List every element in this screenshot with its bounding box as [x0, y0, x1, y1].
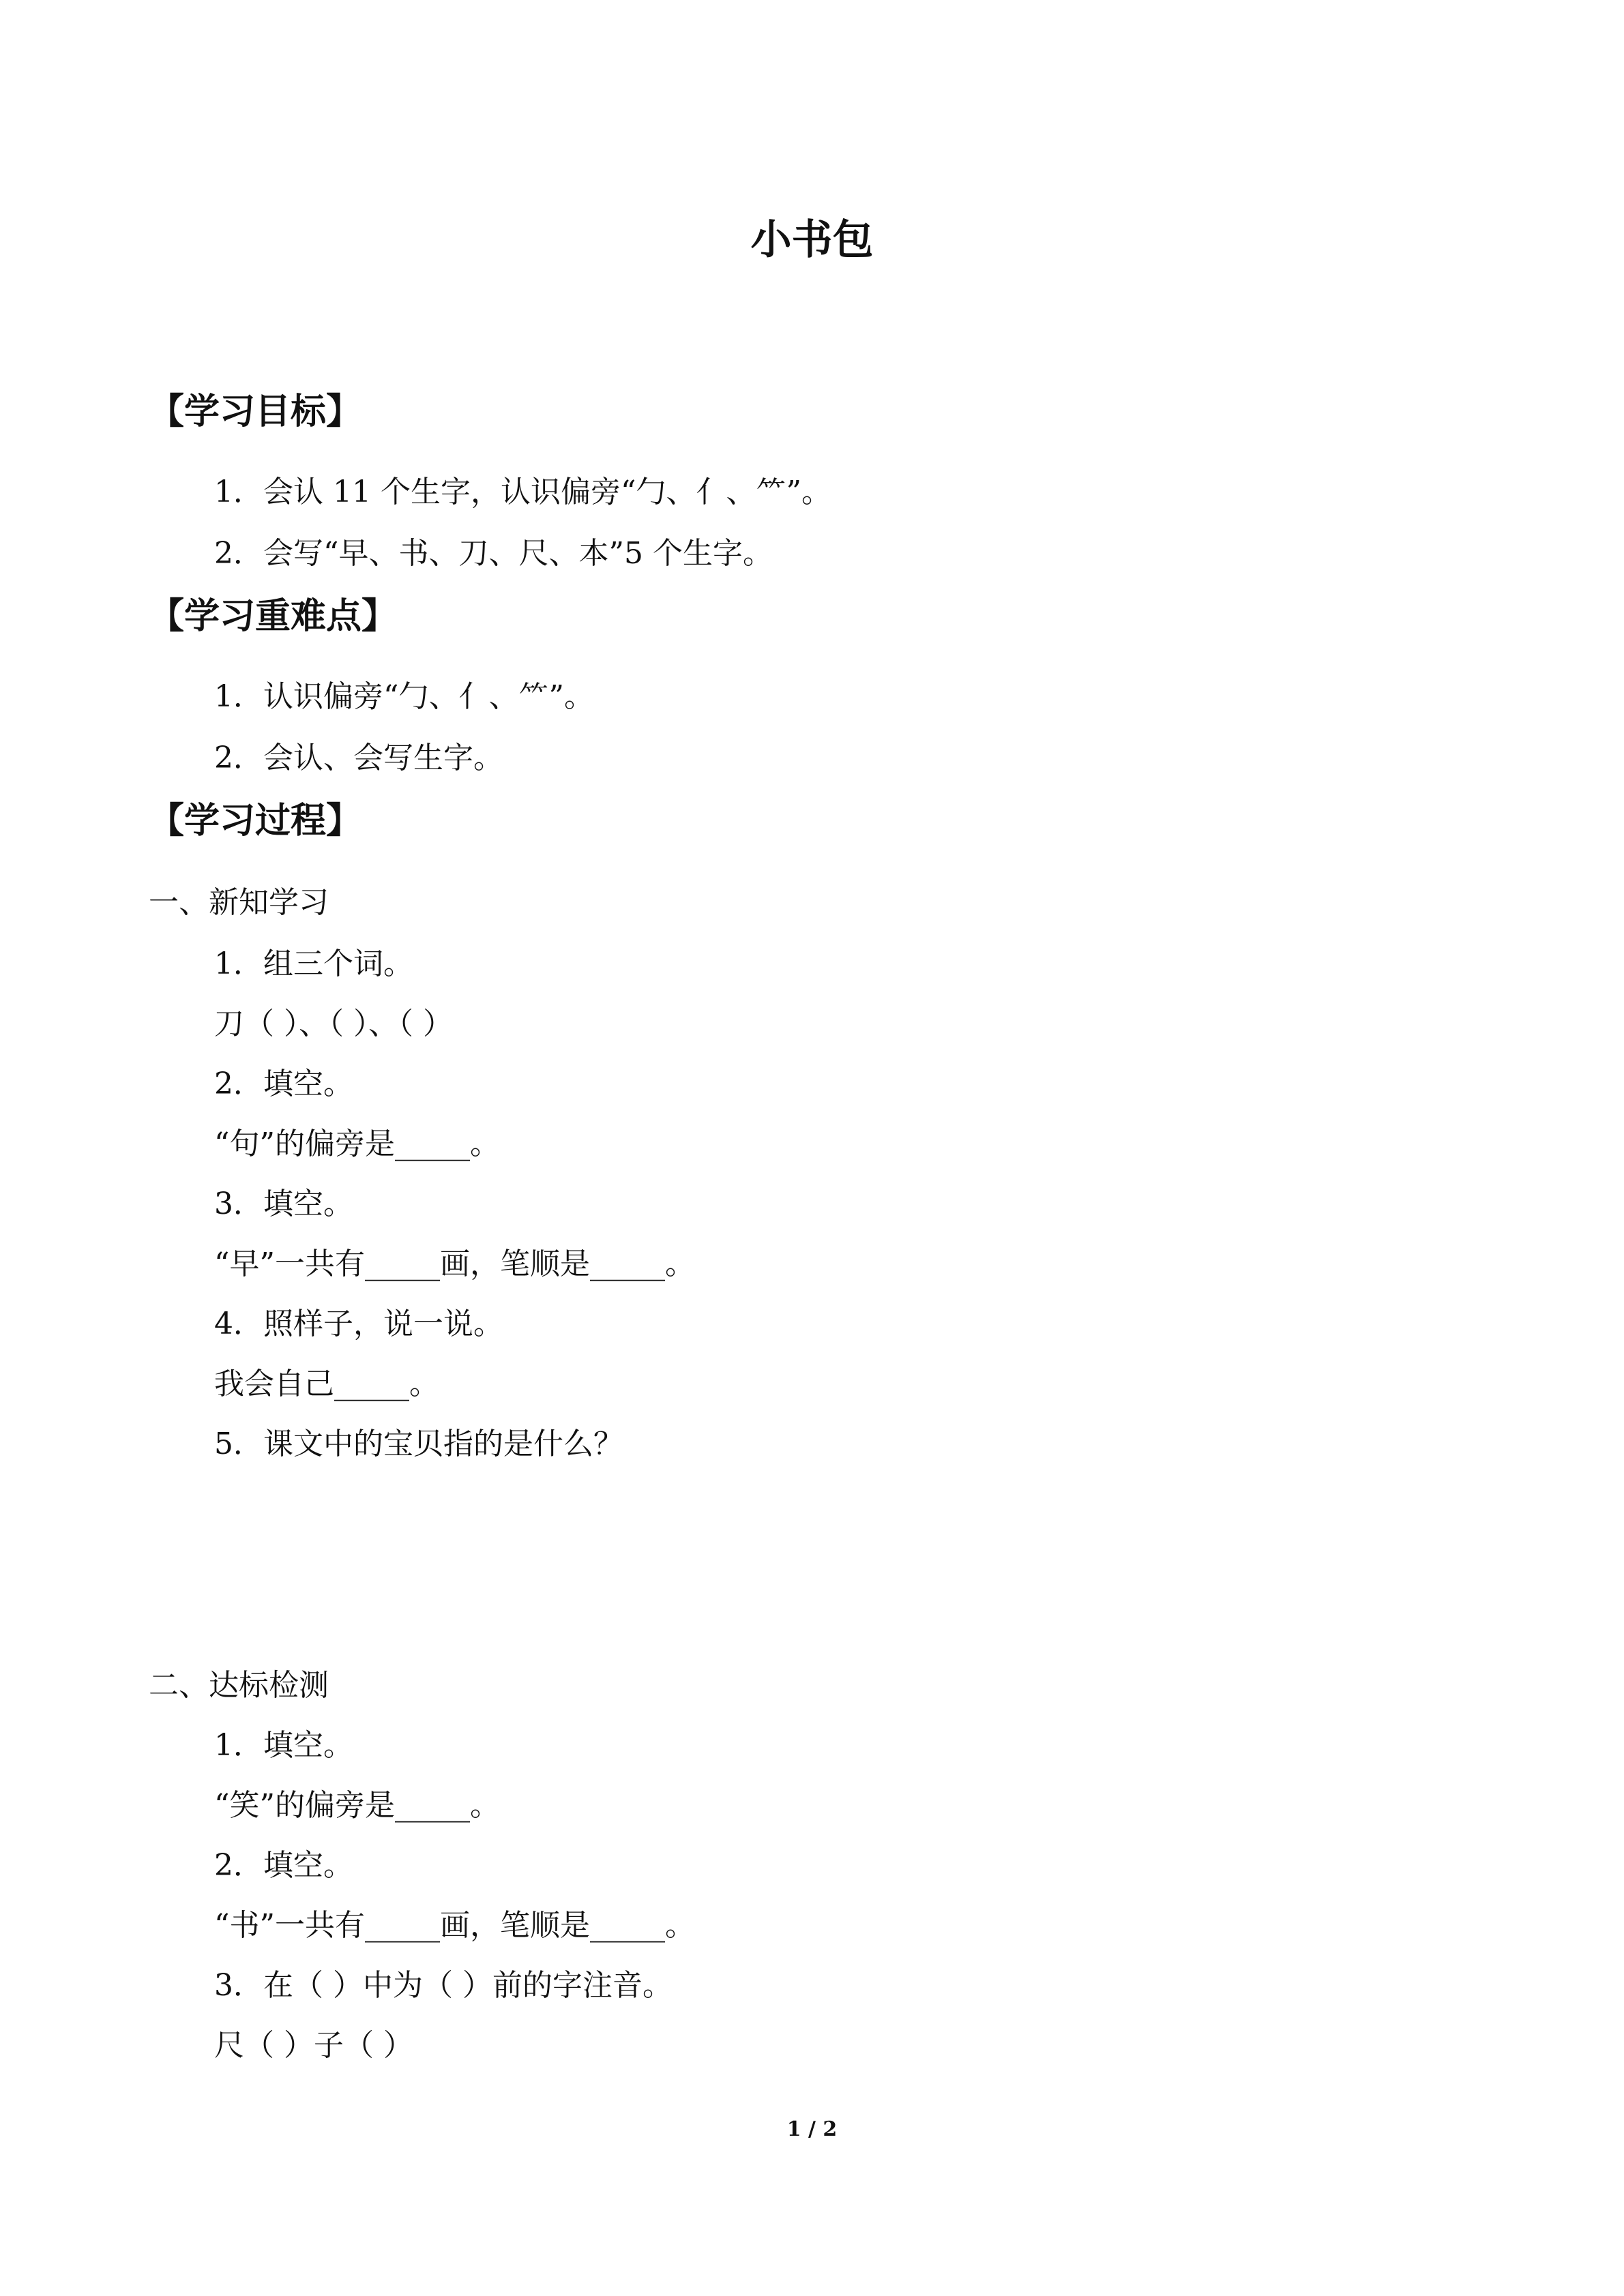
key-point-item: 1．认识偏旁“勹、亻、⺮”。: [214, 679, 594, 714]
answer-line: 尺（ ）子（ ）: [214, 2028, 413, 2063]
answer-line: 刀（ ）、（ ）、（ ）: [214, 1007, 453, 1041]
question-line: 3．填空。: [214, 1187, 353, 1221]
question-line: 5．课文中的宝贝指的是什么？: [214, 1427, 623, 1461]
answer-line: “书”一共有_____画，笔顺是_____。: [214, 1908, 695, 1943]
goals-heading: 【学习目标】: [149, 391, 362, 432]
question-line: 2．填空。: [214, 1067, 353, 1101]
process-heading: 【学习过程】: [149, 801, 362, 841]
key-points-heading: 【学习重难点】: [149, 596, 398, 637]
answer-line: 我会自己_____。: [214, 1367, 439, 1401]
goal-item: 1．会认 11 个生字，认识偏旁“勹、亻、⺮”。: [214, 475, 831, 509]
part2-heading: 二、达标检测: [149, 1668, 329, 1703]
question-line: 2．填空。: [214, 1848, 353, 1883]
question-line: 1．填空。: [214, 1728, 353, 1763]
question-line: 4．照样子，说一说。: [214, 1307, 503, 1341]
question-line: 1．组三个词。: [214, 946, 413, 981]
page-title: 小书包: [750, 216, 874, 264]
key-point-item: 2．会认、会写生字。: [214, 741, 503, 775]
goal-item: 2．会写“早、书、刀、尺、本”5 个生字。: [214, 536, 773, 571]
answer-line: “早”一共有_____画，笔顺是_____。: [214, 1247, 695, 1281]
answer-line: “笑”的偏旁是_____。: [214, 1788, 500, 1823]
question-line: 3．在（ ）中为（ ）前的字注音。: [214, 1968, 673, 2003]
part1-heading: 一、新知学习: [149, 885, 329, 920]
page-number: 1 / 2: [786, 2117, 838, 2141]
answer-line: “句”的偏旁是_____。: [214, 1127, 500, 1161]
